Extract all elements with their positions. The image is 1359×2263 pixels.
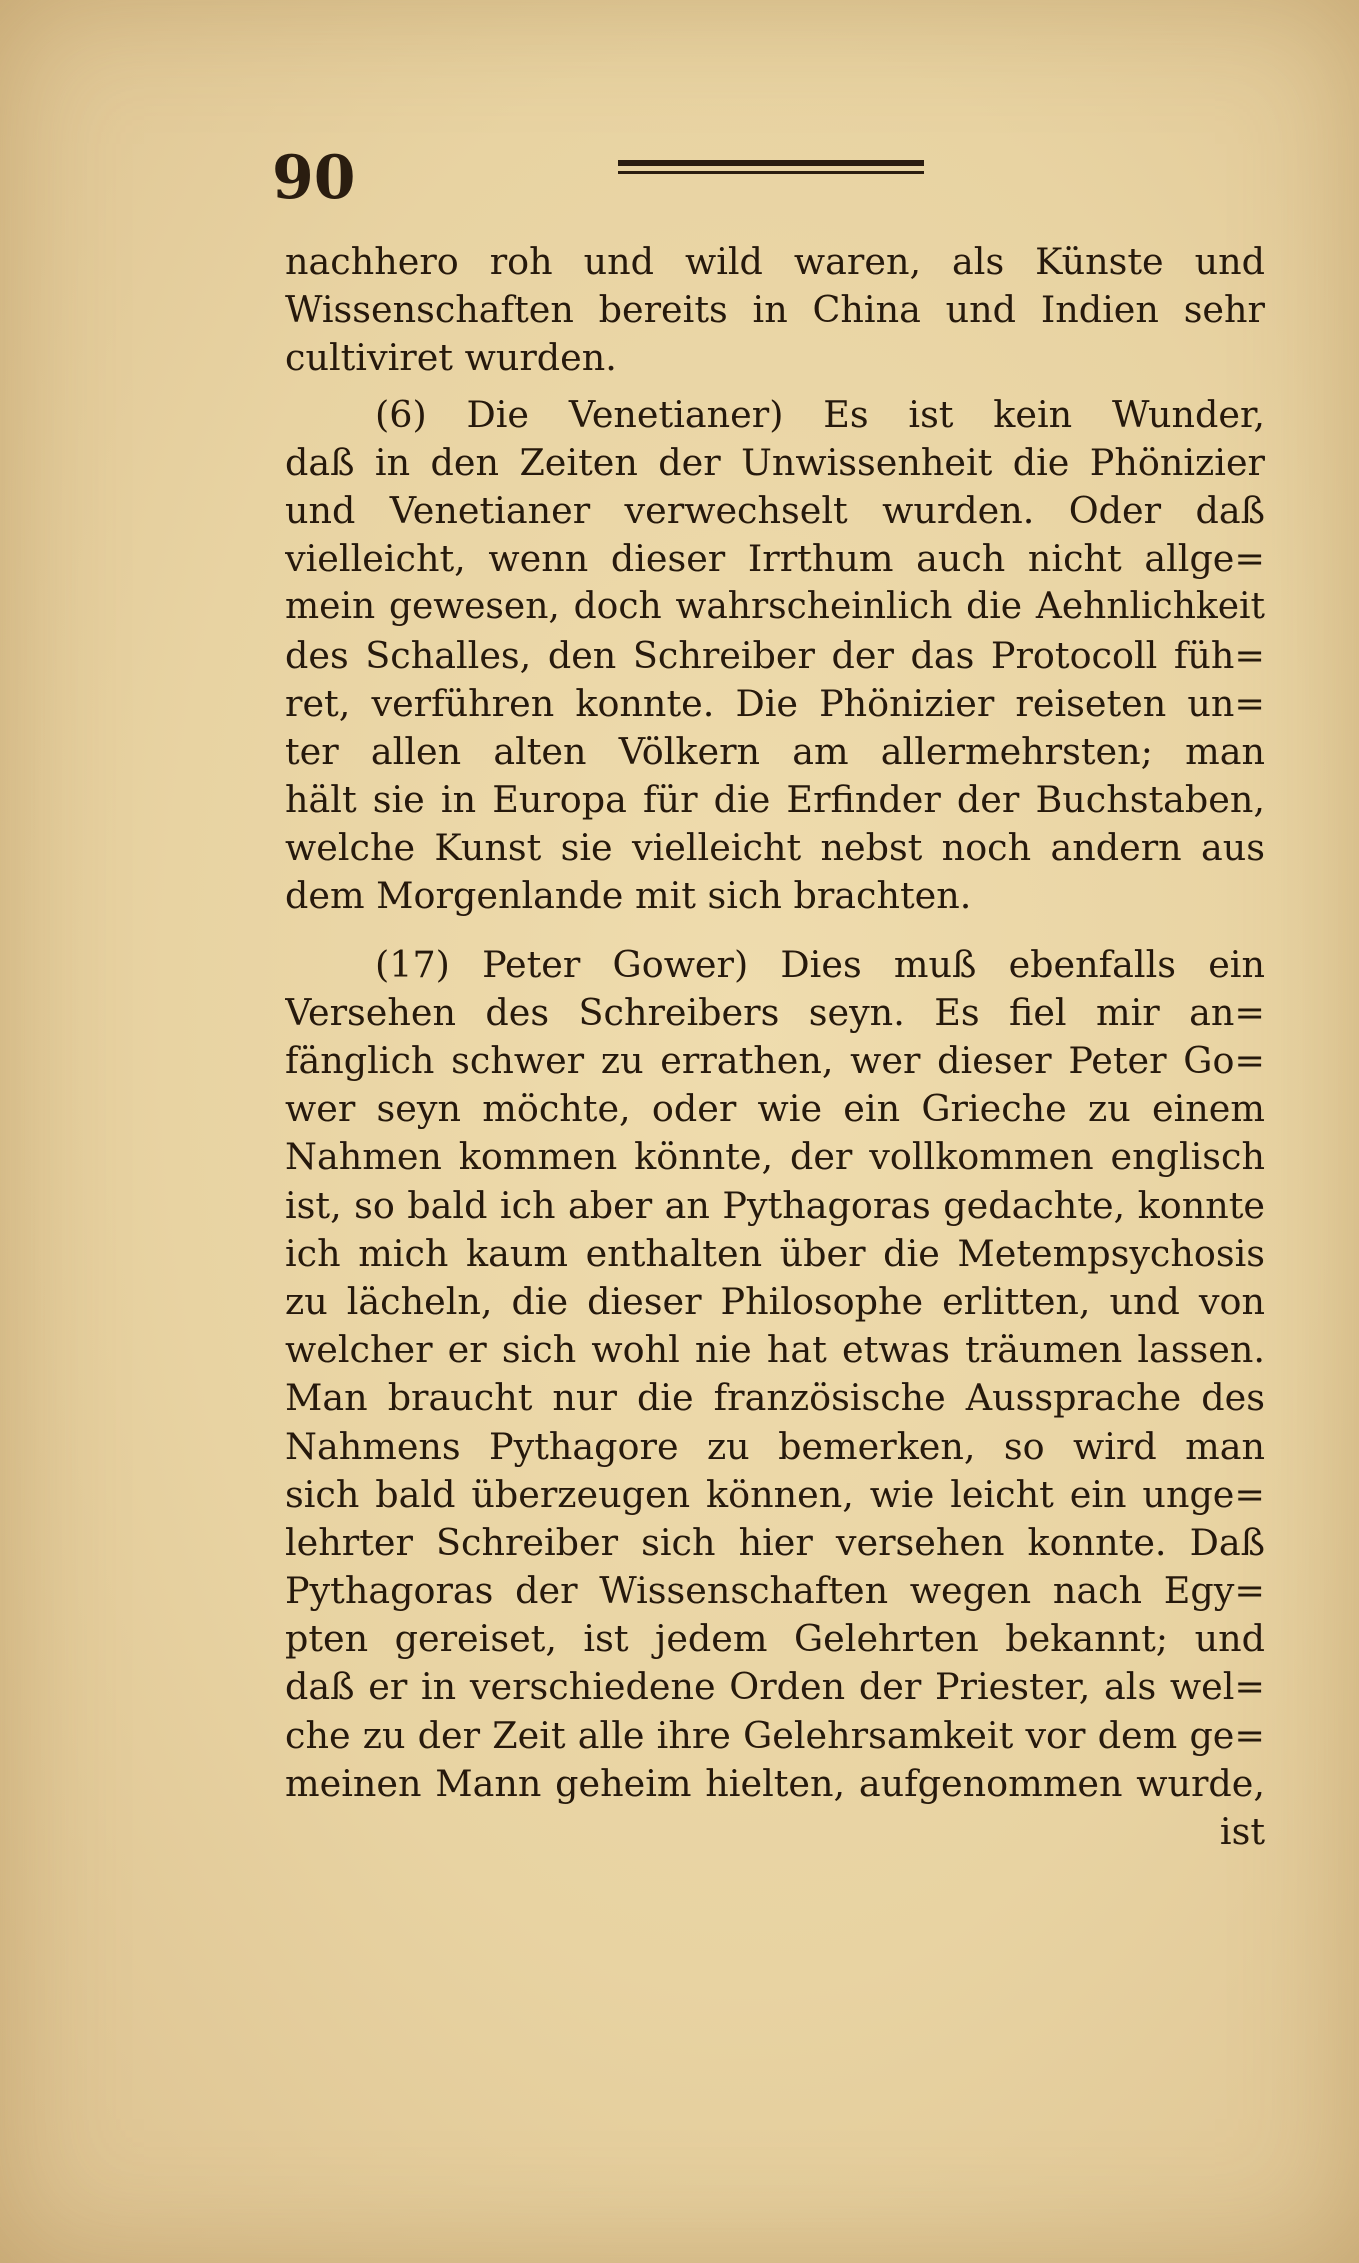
page-number: 90 [272, 143, 356, 213]
text-line: und Venetianer verwechselt wurden. Oder daß [285, 488, 1265, 532]
text-line: ich mich kaum enthalten über die Metempsychosis [285, 1231, 1265, 1275]
text-line: vielleicht, wenn dieser Irrthum auch nicht allge= [285, 537, 1265, 581]
text-line: ter allen alten Völkern am allermehrsten; man [285, 729, 1265, 773]
text-line: zu lächeln, die dieser Philosophe erlitten, und von [285, 1279, 1265, 1323]
text-line: welcher er sich wohl nie hat etwas träumen lassen. [285, 1328, 1265, 1372]
text-line: Wissenschaften bereits in China und Indien sehr [285, 288, 1265, 332]
text-line: cultiviret wurden. [285, 336, 617, 380]
text-line: fänglich schwer zu errathen, wer dieser Peter Go= [285, 1039, 1265, 1082]
text-line: pten gereiset, ist jedem Gelehrten bekannt; und [285, 1617, 1265, 1661]
text-line: sich bald überzeugen können, wie leicht ein unge= [285, 1472, 1265, 1516]
note-heading-line: (17) Peter Gower) Dies muß ebenfalls ein [375, 942, 1265, 986]
text-line: Nahmens Pythagore zu bemerken, so wird man [285, 1424, 1265, 1468]
text-line: ist, so bald ich aber an Pythagoras gedachte, konnte [285, 1183, 1265, 1227]
text-line: meinen Mann geheim hielten, aufgenommen wurde, [285, 1761, 1265, 1805]
body-text [285, 238, 1265, 1856]
catchword: ist [1219, 1810, 1265, 1853]
text-line: mein gewesen, doch wahrscheinlich die Aehnlichkeit [285, 586, 1265, 628]
header-rule-thin [618, 171, 924, 174]
header-rule [618, 160, 924, 175]
text-line: Versehen des Schreibers seyn. Es fiel mir an= [285, 990, 1265, 1034]
text-line: welche Kunst sie vielleicht nebst noch andern aus [285, 826, 1265, 870]
text-line: daß in den Zeiten der Unwissenheit die Phönizier [285, 440, 1265, 484]
text-line: des Schalles, den Schreiber der das Protocoll füh= [285, 633, 1265, 677]
paragraph-gap [285, 921, 1265, 941]
paragraph-gap [285, 383, 1265, 391]
text-line: Nahmen kommen könnte, der vollkommen englisch [285, 1135, 1265, 1179]
text-line: lehrter Schreiber sich hier versehen konnte. Daß [285, 1520, 1265, 1564]
text-line: wer seyn möchte, oder wie ein Grieche zu einem [285, 1087, 1265, 1131]
text-line: dem Morgenlande mit sich brachten. [285, 874, 972, 918]
note-heading-line: (6) Die Venetianer) Es ist kein Wunder, [375, 392, 1265, 436]
text-line: daß er in verschiedene Orden der Priester, als wel= [285, 1665, 1265, 1709]
text-line: hält sie in Europa für die Erfinder der Buchstaben, [285, 778, 1265, 822]
text-line: ret, verführen konnte. Die Phönizier reiseten un= [285, 681, 1265, 725]
text-line: nachhero roh und wild waren, als Künste und [285, 240, 1265, 283]
text-line: Man braucht nur die französische Aussprache des [285, 1376, 1265, 1420]
text-line: che zu der Zeit alle ihre Gelehrsamkeit vor dem ge= [285, 1713, 1265, 1757]
text-line: Pythagoras der Wissenschaften wegen nach Egy= [285, 1569, 1265, 1613]
header-rule-thick [618, 160, 924, 166]
